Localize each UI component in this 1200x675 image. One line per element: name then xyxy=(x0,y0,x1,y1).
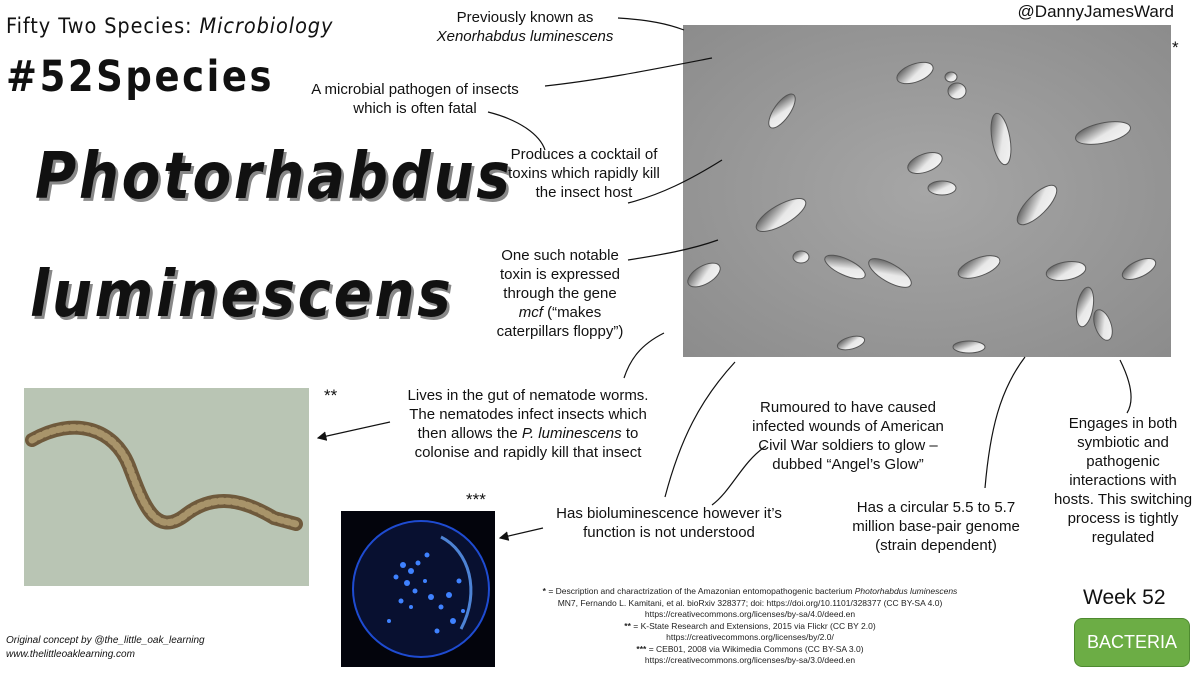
annotation-line: Has a circular 5.5 to 5.7 xyxy=(856,499,1016,516)
annotation-line: dubbed “Angel’s Glow” xyxy=(772,456,924,473)
annotation-line: Rumoured to have caused xyxy=(760,399,936,416)
annotation-line: symbiotic and xyxy=(1077,434,1169,451)
annotation-bioluminescence xyxy=(540,504,798,542)
annotation-line: process is tightly xyxy=(1067,510,1179,527)
photo-credit-mark-3: *** xyxy=(466,490,486,509)
credit-link: https://creativecommons.org/licenses/by/2.0/ xyxy=(666,632,834,642)
annotation-text: (“makes xyxy=(542,304,602,321)
annotation-line: the insect host xyxy=(535,184,633,201)
credit-3 xyxy=(515,644,985,656)
annotation-line: regulated xyxy=(1091,529,1155,546)
annotation-line: One such notable xyxy=(501,247,619,264)
annotation-line: infected wounds of American xyxy=(752,418,944,435)
annotation-text: then allows the xyxy=(417,425,522,442)
annotation-line xyxy=(470,303,650,322)
credit-link: https://creativecommons.org/licenses/by-sa/3.0/deed.en xyxy=(644,655,856,665)
annotation-symbiotic xyxy=(1046,414,1200,547)
credit-text: = CEB01, 2008 via Wikimedia Commons (CC BY-SA 3.0) xyxy=(646,643,864,654)
credit-1 xyxy=(515,586,985,598)
credit-text: = Description and charactrization of the Amazonian entomopathogenic bacterium xyxy=(545,586,855,596)
credit-mark: *** xyxy=(636,643,647,654)
photo-credit-mark-2: ** xyxy=(324,386,338,405)
annotation-line: Lives in the gut of nematode worms. xyxy=(407,387,649,404)
annotation-line: (strain dependent) xyxy=(875,537,997,554)
annotation-line: colonise and rapidly kill that insect xyxy=(414,444,642,461)
annotation-line: Previously known as xyxy=(456,9,594,26)
annotation-toxins xyxy=(490,145,678,202)
annotation-line: hosts. This switching xyxy=(1053,491,1193,508)
credit-text: = K-State Research and Extensions, 2015 via Flickr (CC BY 2.0) xyxy=(630,620,876,631)
annotation-pathogen xyxy=(288,80,542,118)
annotation-line: toxins which rapidly kill xyxy=(508,165,660,182)
credit-link: https://creativecommons.org/licenses/by-sa/4.0/deed.en xyxy=(644,609,856,619)
annotation-line: Produces a cocktail of xyxy=(510,146,658,163)
credit-mark: * xyxy=(542,586,546,596)
annotation-line: pathogenic xyxy=(1086,453,1160,470)
annotation-line: Has bioluminescence however it’s xyxy=(556,505,782,522)
annotation-line: The nematodes infect insects which xyxy=(409,406,647,423)
annotation-line: caterpillars floppy”) xyxy=(496,323,624,340)
annotation-line: function is not understood xyxy=(583,524,755,541)
annotation-line: toxin is expressed xyxy=(499,266,621,283)
species-name-epithet: luminescens xyxy=(30,258,454,332)
credit-2 xyxy=(515,621,985,633)
annotation-line: which is often fatal xyxy=(353,100,477,117)
series-prefix: Fifty Two Species: xyxy=(6,14,200,38)
annotation-line: million base-pair genome xyxy=(852,518,1020,535)
annotation-text: to xyxy=(621,425,639,442)
image-credits xyxy=(515,586,985,667)
website-line: www.thelittleoaklearning.com xyxy=(6,649,135,660)
annotation-angels-glow xyxy=(738,398,958,474)
author-handle: @DannyJamesWard xyxy=(1017,2,1174,21)
category-badge: BACTERIA xyxy=(1074,618,1190,667)
original-concept-line: Original concept by @the_little_oak_learning xyxy=(6,635,205,646)
species-abbrev: P. luminescens xyxy=(521,425,622,442)
hashtag: #52Species xyxy=(6,52,275,102)
credit-mark: ** xyxy=(624,620,631,631)
credit-species: Photorhabdus luminescens xyxy=(854,586,958,596)
original-concept xyxy=(6,634,205,662)
annotation-line xyxy=(392,424,664,443)
annotation-line: A microbial pathogen of insects xyxy=(311,81,519,98)
annotation-line: Xenorhabdus luminescens xyxy=(436,28,614,45)
photo-credit-mark-1: * xyxy=(1172,38,1179,57)
annotation-previous-name xyxy=(425,8,625,46)
gene-name: mcf xyxy=(518,304,543,321)
annotation-line: Civil War soldiers to glow – xyxy=(758,437,938,454)
series-subject: Microbiology xyxy=(199,14,334,38)
annotation-line: interactions with xyxy=(1069,472,1177,489)
annotation-line: Engages in both xyxy=(1068,415,1178,432)
species-name-genus: Photorhabdus xyxy=(35,140,513,214)
week-label: Week 52 xyxy=(1083,586,1166,609)
annotation-nematode-host xyxy=(392,386,664,462)
annotation-line: through the gene xyxy=(503,285,617,302)
annotation-mcf-toxin xyxy=(470,246,650,341)
credit-line: MN7, Fernando L. Kamitani, et al. bioRxiv 328377; doi: https://doi.org/10.1101/328377 (CC BY-SA 4.0) xyxy=(557,597,943,608)
annotation-genome xyxy=(840,498,1032,555)
